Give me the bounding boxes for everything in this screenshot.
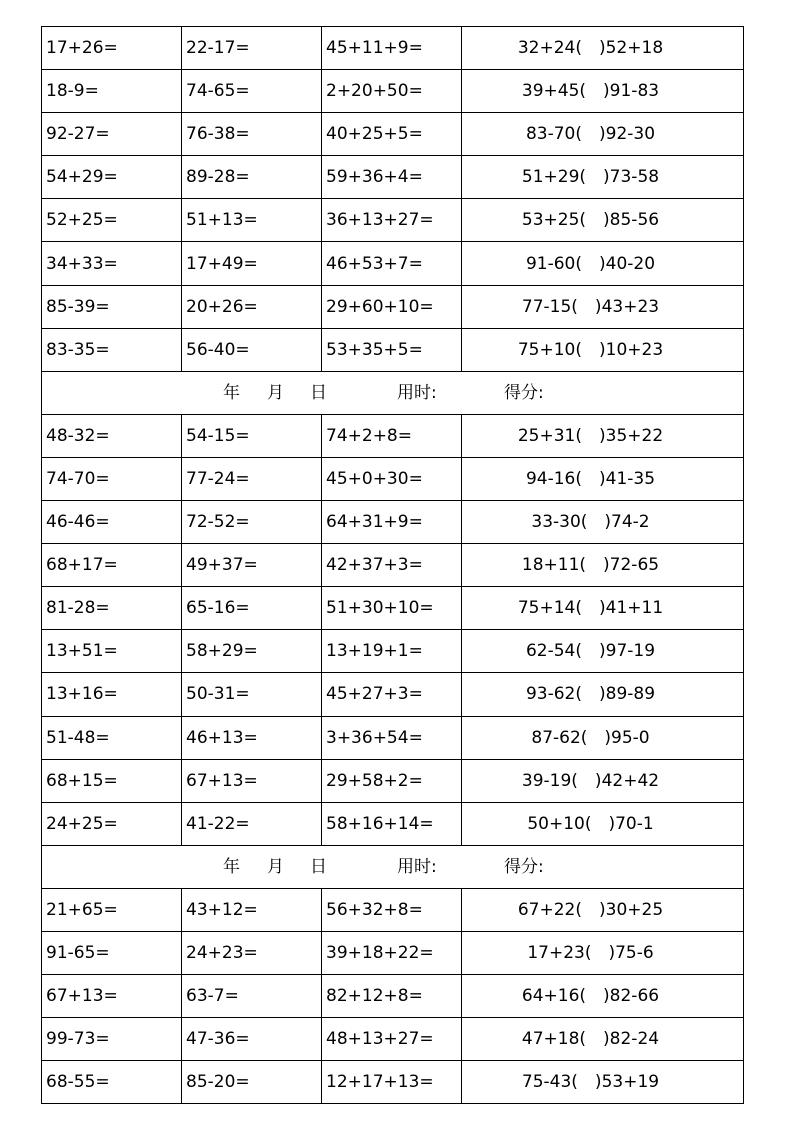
table-row xyxy=(42,759,744,802)
table-row xyxy=(42,501,744,544)
problem-cell[interactable]: 40+25+5= xyxy=(322,113,462,156)
score-label: 得分: xyxy=(504,856,544,877)
problem-cell[interactable]: 54-15= xyxy=(182,414,322,457)
problem-cell[interactable]: 12+17+13= xyxy=(322,1061,462,1104)
problem-cell[interactable]: 74-65= xyxy=(182,70,322,113)
problem-cell[interactable]: 82+12+8= xyxy=(322,975,462,1018)
table-row xyxy=(42,931,744,974)
problem-cell[interactable]: 34+33= xyxy=(42,242,182,285)
day-label: 日 xyxy=(310,856,327,877)
problem-cell[interactable]: 21+65= xyxy=(42,888,182,931)
table-row xyxy=(42,242,744,285)
problem-cell[interactable]: 72-52= xyxy=(182,501,322,544)
problem-cell[interactable]: 51-48= xyxy=(42,716,182,759)
section-1 xyxy=(42,27,744,372)
table-row xyxy=(42,113,744,156)
compare-cell[interactable]: 18+11( )72-65 xyxy=(462,544,744,587)
compare-cell[interactable]: 33-30( )74-2 xyxy=(462,501,744,544)
problem-cell[interactable]: 43+12= xyxy=(182,888,322,931)
problem-cell[interactable]: 83-35= xyxy=(42,328,182,371)
section-2 xyxy=(42,414,744,845)
table-row xyxy=(42,888,744,931)
problem-cell[interactable]: 91-65= xyxy=(42,931,182,974)
table-row xyxy=(42,328,744,371)
problem-cell[interactable]: 68+15= xyxy=(42,759,182,802)
compare-cell[interactable]: 75+10( )10+23 xyxy=(462,328,744,371)
table-row xyxy=(42,673,744,716)
table-row xyxy=(42,544,744,587)
info-cell xyxy=(42,371,744,414)
problem-cell[interactable]: 13+16= xyxy=(42,673,182,716)
table-row xyxy=(42,27,744,70)
problem-cell[interactable]: 46+53+7= xyxy=(322,242,462,285)
worksheet-table xyxy=(41,26,744,1104)
problem-cell[interactable]: 58+29= xyxy=(182,630,322,673)
info-cell xyxy=(42,845,744,888)
problem-cell[interactable]: 13+19+1= xyxy=(322,630,462,673)
compare-cell[interactable]: 91-60( )40-20 xyxy=(462,242,744,285)
problem-cell[interactable]: 47-36= xyxy=(182,1018,322,1061)
compare-cell[interactable]: 67+22( )30+25 xyxy=(462,888,744,931)
problem-cell[interactable]: 56-40= xyxy=(182,328,322,371)
problem-cell[interactable]: 85-20= xyxy=(182,1061,322,1104)
problem-cell[interactable]: 17+26= xyxy=(42,27,182,70)
info-row-2 xyxy=(42,845,744,888)
compare-cell[interactable]: 64+16( )82-66 xyxy=(462,975,744,1018)
compare-cell[interactable]: 93-62( )89-89 xyxy=(462,673,744,716)
problem-cell[interactable]: 24+25= xyxy=(42,802,182,845)
problem-cell[interactable]: 46-46= xyxy=(42,501,182,544)
problem-cell[interactable]: 41-22= xyxy=(182,802,322,845)
compare-cell[interactable]: 17+23( )75-6 xyxy=(462,931,744,974)
problem-cell[interactable]: 29+58+2= xyxy=(322,759,462,802)
year-label: 年 xyxy=(223,382,240,403)
problem-cell[interactable]: 42+37+3= xyxy=(322,544,462,587)
compare-cell[interactable]: 39-19( )42+42 xyxy=(462,759,744,802)
problem-cell[interactable]: 29+60+10= xyxy=(322,285,462,328)
problem-cell[interactable]: 77-24= xyxy=(182,457,322,500)
problem-cell[interactable]: 51+13= xyxy=(182,199,322,242)
time-used-label: 用时: xyxy=(397,856,437,877)
problem-cell[interactable]: 39+18+22= xyxy=(322,931,462,974)
problem-cell[interactable]: 67+13= xyxy=(182,759,322,802)
problem-cell[interactable]: 53+35+5= xyxy=(322,328,462,371)
problem-cell[interactable]: 74-70= xyxy=(42,457,182,500)
problem-cell[interactable]: 17+49= xyxy=(182,242,322,285)
problem-cell[interactable]: 49+37= xyxy=(182,544,322,587)
problem-cell[interactable]: 2+20+50= xyxy=(322,70,462,113)
month-label: 月 xyxy=(267,382,284,403)
score-label: 得分: xyxy=(504,382,544,403)
problem-cell[interactable]: 85-39= xyxy=(42,285,182,328)
time-used-label: 用时: xyxy=(397,382,437,403)
compare-cell[interactable]: 47+18( )82-24 xyxy=(462,1018,744,1061)
problem-cell[interactable]: 48-32= xyxy=(42,414,182,457)
problem-cell[interactable]: 45+11+9= xyxy=(322,27,462,70)
table-row xyxy=(42,285,744,328)
problem-cell[interactable]: 64+31+9= xyxy=(322,501,462,544)
month-label: 月 xyxy=(267,856,284,877)
compare-cell[interactable]: 83-70( )92-30 xyxy=(462,113,744,156)
compare-cell[interactable]: 50+10( )70-1 xyxy=(462,802,744,845)
year-label: 年 xyxy=(223,856,240,877)
table-row xyxy=(42,802,744,845)
day-label: 日 xyxy=(310,382,327,403)
compare-cell[interactable]: 32+24( )52+18 xyxy=(462,27,744,70)
info-row xyxy=(42,845,744,888)
compare-cell[interactable]: 75-43( )53+19 xyxy=(462,1061,744,1104)
problem-cell[interactable]: 51+30+10= xyxy=(322,587,462,630)
problem-cell[interactable]: 58+16+14= xyxy=(322,802,462,845)
table-row xyxy=(42,716,744,759)
table-row xyxy=(42,70,744,113)
problem-cell[interactable]: 20+26= xyxy=(182,285,322,328)
problem-cell[interactable]: 48+13+27= xyxy=(322,1018,462,1061)
problem-cell[interactable]: 56+32+8= xyxy=(322,888,462,931)
compare-cell[interactable]: 62-54( )97-19 xyxy=(462,630,744,673)
problem-cell[interactable]: 99-73= xyxy=(42,1018,182,1061)
compare-cell[interactable]: 87-62( )95-0 xyxy=(462,716,744,759)
compare-cell[interactable]: 25+31( )35+22 xyxy=(462,414,744,457)
problem-cell[interactable]: 68-55= xyxy=(42,1061,182,1104)
problem-cell[interactable]: 24+23= xyxy=(182,931,322,974)
problem-cell[interactable]: 22-17= xyxy=(182,27,322,70)
problem-cell[interactable]: 36+13+27= xyxy=(322,199,462,242)
problem-cell[interactable]: 13+51= xyxy=(42,630,182,673)
compare-cell[interactable]: 77-15( )43+23 xyxy=(462,285,744,328)
problem-cell[interactable]: 54+29= xyxy=(42,156,182,199)
compare-cell[interactable]: 75+14( )41+11 xyxy=(462,587,744,630)
problem-cell[interactable]: 76-38= xyxy=(182,113,322,156)
problem-cell[interactable]: 18-9= xyxy=(42,70,182,113)
compare-cell[interactable]: 94-16( )41-35 xyxy=(462,457,744,500)
compare-cell[interactable]: 39+45( )91-83 xyxy=(462,70,744,113)
table-row xyxy=(42,199,744,242)
problem-cell[interactable]: 52+25= xyxy=(42,199,182,242)
problem-cell[interactable]: 92-27= xyxy=(42,113,182,156)
problem-cell[interactable]: 45+0+30= xyxy=(322,457,462,500)
problem-cell[interactable]: 81-28= xyxy=(42,587,182,630)
table-row xyxy=(42,975,744,1018)
table-row xyxy=(42,156,744,199)
problem-cell[interactable]: 46+13= xyxy=(182,716,322,759)
problem-cell[interactable]: 63-7= xyxy=(182,975,322,1018)
problem-cell[interactable]: 50-31= xyxy=(182,673,322,716)
table-row xyxy=(42,414,744,457)
problem-cell[interactable]: 74+2+8= xyxy=(322,414,462,457)
table-row xyxy=(42,1018,744,1061)
problem-cell[interactable]: 45+27+3= xyxy=(322,673,462,716)
table-row xyxy=(42,457,744,500)
compare-cell[interactable]: 53+25( )85-56 xyxy=(462,199,744,242)
problem-cell[interactable]: 67+13= xyxy=(42,975,182,1018)
problem-cell[interactable]: 65-16= xyxy=(182,587,322,630)
table-row xyxy=(42,1061,744,1104)
problem-cell[interactable]: 68+17= xyxy=(42,544,182,587)
info-row xyxy=(42,371,744,414)
compare-cell[interactable]: 51+29( )73-58 xyxy=(462,156,744,199)
table-row xyxy=(42,630,744,673)
table-row xyxy=(42,587,744,630)
info-row-1 xyxy=(42,371,744,414)
problem-cell[interactable]: 89-28= xyxy=(182,156,322,199)
problem-cell[interactable]: 3+36+54= xyxy=(322,716,462,759)
section-3 xyxy=(42,888,744,1103)
problem-cell[interactable]: 59+36+4= xyxy=(322,156,462,199)
